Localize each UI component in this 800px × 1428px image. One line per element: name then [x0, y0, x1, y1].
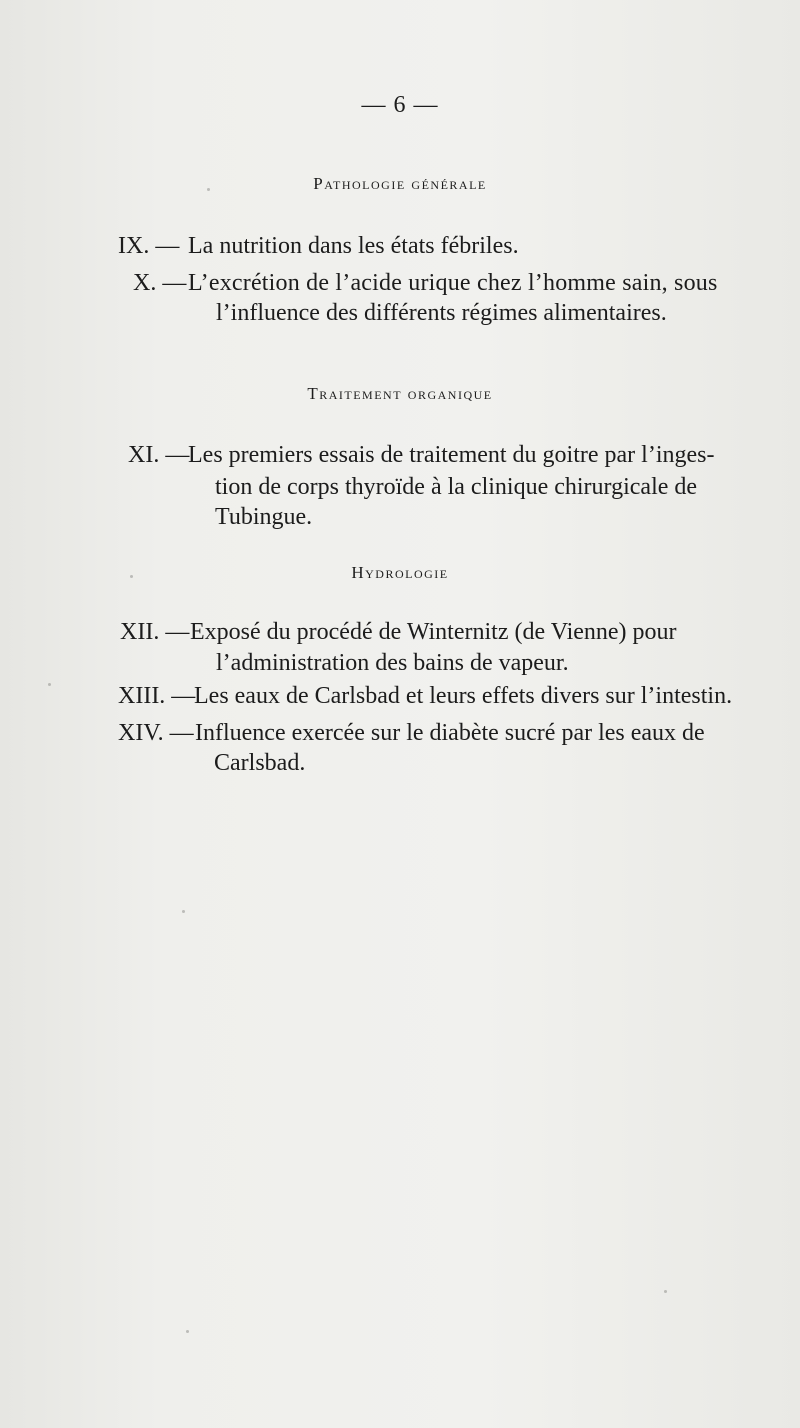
- entry-text-line: Influence exercée sur le diabète sucré par les eaux de: [195, 720, 705, 746]
- entry-number: XIII. —: [118, 683, 196, 709]
- entry-number: XII. —: [120, 619, 190, 645]
- page-number: — 6 —: [361, 92, 439, 118]
- entry-number: XIV. —: [118, 720, 194, 746]
- paper-speck: [130, 575, 133, 578]
- paper-speck: [186, 1330, 189, 1333]
- paper-speck: [664, 1290, 667, 1293]
- paper-speck: [48, 683, 51, 686]
- entry-text-line: Les eaux de Carlsbad et leurs effets divers sur l’intestin.: [194, 683, 733, 709]
- section-heading-traitement: Traitement organique: [307, 384, 493, 403]
- entry-number: IX. —: [118, 233, 180, 259]
- paper-speck: [182, 910, 185, 913]
- entry-number: XI. —: [128, 442, 190, 468]
- entry-text-line: l’administration des bains de vapeur.: [216, 650, 569, 676]
- entry-text-line: Carlsbad.: [214, 750, 306, 776]
- section-heading-hydrologie: Hydrologie: [351, 563, 449, 582]
- entry-text-line: Tubingue.: [215, 504, 313, 530]
- entry-text-line: tion de corps thyroïde à la clinique chirurgicale de: [215, 474, 698, 500]
- entry-text-line: L’excrétion de l’acide urique chez l’homme sain, sous: [188, 270, 718, 296]
- paper-speck: [207, 188, 210, 191]
- entry-text-line: Exposé du procédé de Winternitz (de Vienne) pour: [190, 619, 677, 645]
- entry-text-line: La nutrition dans les états fébriles.: [188, 233, 519, 259]
- section-heading-pathologie: Pathologie générale: [313, 174, 487, 193]
- entry-text-line: Les premiers essais de traitement du goitre par l’inges-: [188, 442, 715, 468]
- entry-number: X. —: [133, 270, 187, 296]
- entry-text-line: l’influence des différents régimes alimentaires.: [216, 300, 667, 326]
